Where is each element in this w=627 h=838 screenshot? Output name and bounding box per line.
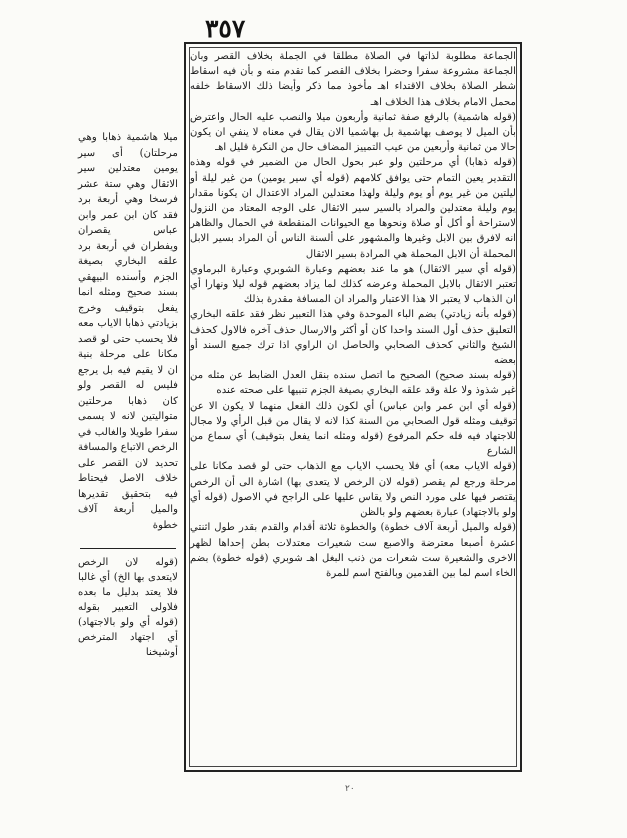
main-paragraph: (قوله هاشمية) بالرفع صفة ثمانية وأربعون ميلا والنصب عليه الحال واعترض بأن الميل لا يوصف بهاشمية بل بهاشميا الان يقال في معناه لا ينفي ان يكون حالا من ثمانية وأربعين من عيب التمييز المضاف حال من النكرة قليل اهـ: [190, 111, 516, 154]
main-paragraph: الجماعة مطلوبة لذاتها في الصلاة مطلقا في الجملة بخلاف القصر وبان الجماعة مشروعة سفرا وحضرا بخلاف القصر كما تقدم منه و بأن فيه اسقاط شطر الصلاة بخلاف الاقتداء اهـ مأخوذ مما ذكر وأيضا ذلك الاسقاط خلفه محمل الامام بخلاف هذا الخلاف اهـ: [190, 51, 516, 108]
main-paragraph: (قوله الاياب معه) أي فلا يحسب الاياب مع الذهاب حتى لو قصد مكانا على مرحلة ورجع لم يقصر (قوله لان الرخص لا يتعدى بها) اشارة الى أن الرخص يقتصر فيها على مورد النص ولا يقاس عليها على الراجح في الاصول (قوله أي ولو بالاجتهاد) عبارة بعضهم ولو بالظن: [190, 461, 516, 519]
side-divider: [80, 548, 176, 549]
side-gloss: [78, 130, 178, 540]
main-paragraph: (قوله أي ابن عمر وابن عباس) أي لكون ذلك الفعل منهما لا يكون الا عن توقيف ومثله قول الصحابي من السنة كذا لانه لا يقال من قبل الرأي ولا مجال للاجتهاد فيه فله حكم المرفوع (قوله ومثله انما يفعل بتوقيف) أي سماع من الشارع: [190, 400, 516, 458]
side-gloss-text: ميلا هاشمية ذهابا وهي مرحلتان) أى سير يومين معتدلين سير الاثقال وهي ستة عشر فرسخا وهي أربعة برد فقد كان ابن عمر وابن عباس يقصران ويفطران في أربعة برد علقه البخاري بصيغة الجزم وأسنده البيهقي بسند صحيح ومثله انما يفعل بتوقيف وخرج بزيادتي ذهابا الاياب معه فلا يحسب حتى لو قصد مكانا على مرحلة بنية ان لا يقيم فيه بل يرجع فليس له القصر ولو كان ذهابا مرحلتين متواليتين لانه لا يسمى سفرا طويلا والغالب في الرخص الاتباع والمسافة تحديد لان القصر على خلاف الاصل فيحتاط فيه بتحقيق تقديرها والميل أربعة آلاف خطوة: [78, 132, 178, 531]
side-note-text: (قوله لان الرخص لايتعدى بها الخ) أي غالبا فلا يعتد بدليل ما بعده فلاولى التعبير بقوله (قوله أي ولو بالاجتهاد) أي اجتهاد المترخص أوشيخنا: [78, 557, 178, 658]
main-paragraph: (قوله والميل أربعة آلاف خطوة) والخطوة ثلاثة أقدام والقدم بقدر طول اثنتي عشرة أصبعا معترضة والاصبع ست شعيرات معتدلات بطن إحداها لظهر الاخرى والشعيرة ست شعرات من ذنب البغل اهـ شوبري (قوله خطوة) بضم الخاء اسم لما بين القدمين وبالفتح اسم للمرة: [190, 522, 516, 579]
main-paragraph: (قوله ذهابا) أي مرحلتين ولو عبر بحول الحال من الضمير في قوله وهذه التقدير يعين التمام حتى يوافق كلامهم (قوله أي سير يومين) من غير ليلة أو ليلتين من غير يوم أو يوم وليلة ولهذا معتدلين المراد الاعتدال ان يكونا مقدار يوم وليلة معتدلين والمراد بالسير سير الاثقال على الوجه المعتاد من النزول لاستراحة أو أكل أو صلاة ونحوها مع الحيوانات المنقطعة في الحمال والظاهر انه لافرق بين الابل وغيرها والمشهور على ألسنة الناس أن المراد بسير الابل المحملة أن الابل المحملة هي المرادة بسير الاثقال: [190, 157, 516, 260]
main-paragraph: (قوله بسند صحيح) الصحيح ما اتصل سنده بنقل العدل الضابط عن مثله من غير شذوذ ولا علة وقد علقه البخاري بصيغة الجزم تنبيها على صحته عنده: [190, 370, 516, 397]
footer-mark: ٢٠: [345, 784, 355, 794]
side-note: [78, 555, 178, 658]
main-commentary: [190, 49, 516, 767]
main-paragraph: (قوله أي سير الاثقال) هو ما عند بعضهم وعبارة الشوبري وعبارة البرماوي تعتبر الاثقال بالابل المحملة وعرضه كذلك لما يزاد بعضهم قوله ليلا ونهارا أي ان الذهاب لا يعتبر الا هذا الاعتبار والمراد ان المسافة مقدرة بذلك: [190, 263, 516, 306]
page-number: ٣٥٧: [205, 14, 246, 43]
main-paragraph: (قوله بأنه زيادتي) بضم الباء الموحدة وفي هذا التعبير نظر فقد علقه البخاري التعليق حذف أول السند واحدا كان أو أكثر والارسال حذف آخره فالاول كحذف الشيخ والثاني كحذف الصحابي والحاصل ان الراوي اذا ترك جميع السند أو بعضه: [190, 309, 516, 367]
